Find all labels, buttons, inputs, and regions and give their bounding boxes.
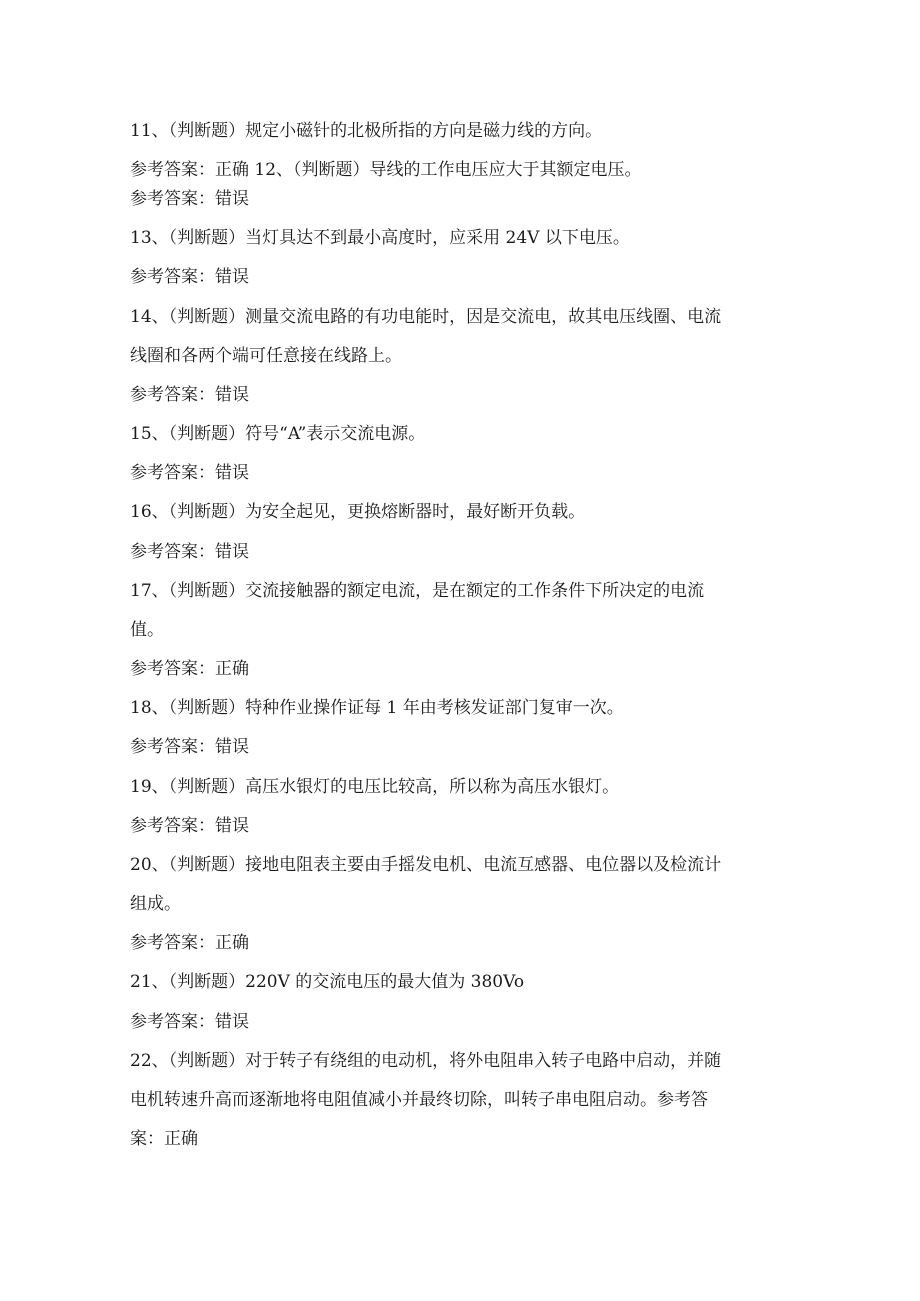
question-16: 16、（判断题）为安全起见，更换熔断器时，最好断开负载。 bbox=[130, 502, 586, 522]
answer-18: 参考答案：错误 bbox=[130, 737, 249, 757]
question-11: 11、（判断题）规定小磁针的北极所指的方向是磁力线的方向。 bbox=[130, 121, 603, 141]
answer-15: 参考答案：错误 bbox=[130, 463, 249, 483]
question-14-line-1: 14、（判断题）测量交流电路的有功电能时，因是交流电，故其电压线圈、电流 bbox=[130, 307, 722, 327]
answer-12: 参考答案：错误 bbox=[130, 189, 249, 209]
question-17-line-1: 17、（判断题）交流接触器的额定电流，是在额定的工作条件下所决定的电流 bbox=[130, 581, 705, 601]
question-19: 19、（判断题）高压水银灯的电压比较高，所以称为高压水银灯。 bbox=[130, 777, 620, 797]
answer-19: 参考答案：错误 bbox=[130, 816, 249, 836]
question-17-line-2: 值。 bbox=[130, 620, 164, 640]
answer-20: 参考答案：正确 bbox=[130, 933, 249, 953]
answer-16: 参考答案：错误 bbox=[130, 542, 249, 562]
question-20-line-1: 20、（判断题）接地电阻表主要由手摇发电机、电流互感器、电位器以及检流计 bbox=[130, 855, 722, 875]
answer-13: 参考答案：错误 bbox=[130, 267, 249, 287]
question-18: 18、（判断题）特种作业操作证每 1 年由考核发证部门复审一次。 bbox=[130, 698, 624, 718]
answer-14: 参考答案：错误 bbox=[130, 385, 249, 405]
answer-21: 参考答案：错误 bbox=[130, 1012, 249, 1032]
answer-17: 参考答案：正确 bbox=[130, 659, 249, 679]
question-13: 13、（判断题）当灯具达不到最小高度时，应采用 24V 以下电压。 bbox=[130, 228, 630, 248]
question-22-line-3: 案：正确 bbox=[130, 1129, 198, 1149]
question-15: 15、（判断题）符号“A”表示交流电源。 bbox=[130, 424, 426, 444]
question-20-line-2: 组成。 bbox=[130, 894, 181, 914]
question-22-line-1: 22、（判断题）对于转子有绕组的电动机，将外电阻串入转子电路中启动，并随 bbox=[130, 1051, 722, 1071]
question-14-line-2: 线圈和各两个端可任意接在线路上。 bbox=[130, 346, 402, 366]
question-22-line-2: 电机转速升高而逐渐地将电阻值减小并最终切除，叫转子串电阻启动。参考答 bbox=[130, 1090, 708, 1110]
question-21: 21、（判断题）220V 的交流电压的最大值为 380Vo bbox=[130, 972, 525, 992]
answer-11-question-12: 参考答案：正确 12、（判断题）导线的工作电压应大于其额定电压。 bbox=[130, 160, 642, 180]
